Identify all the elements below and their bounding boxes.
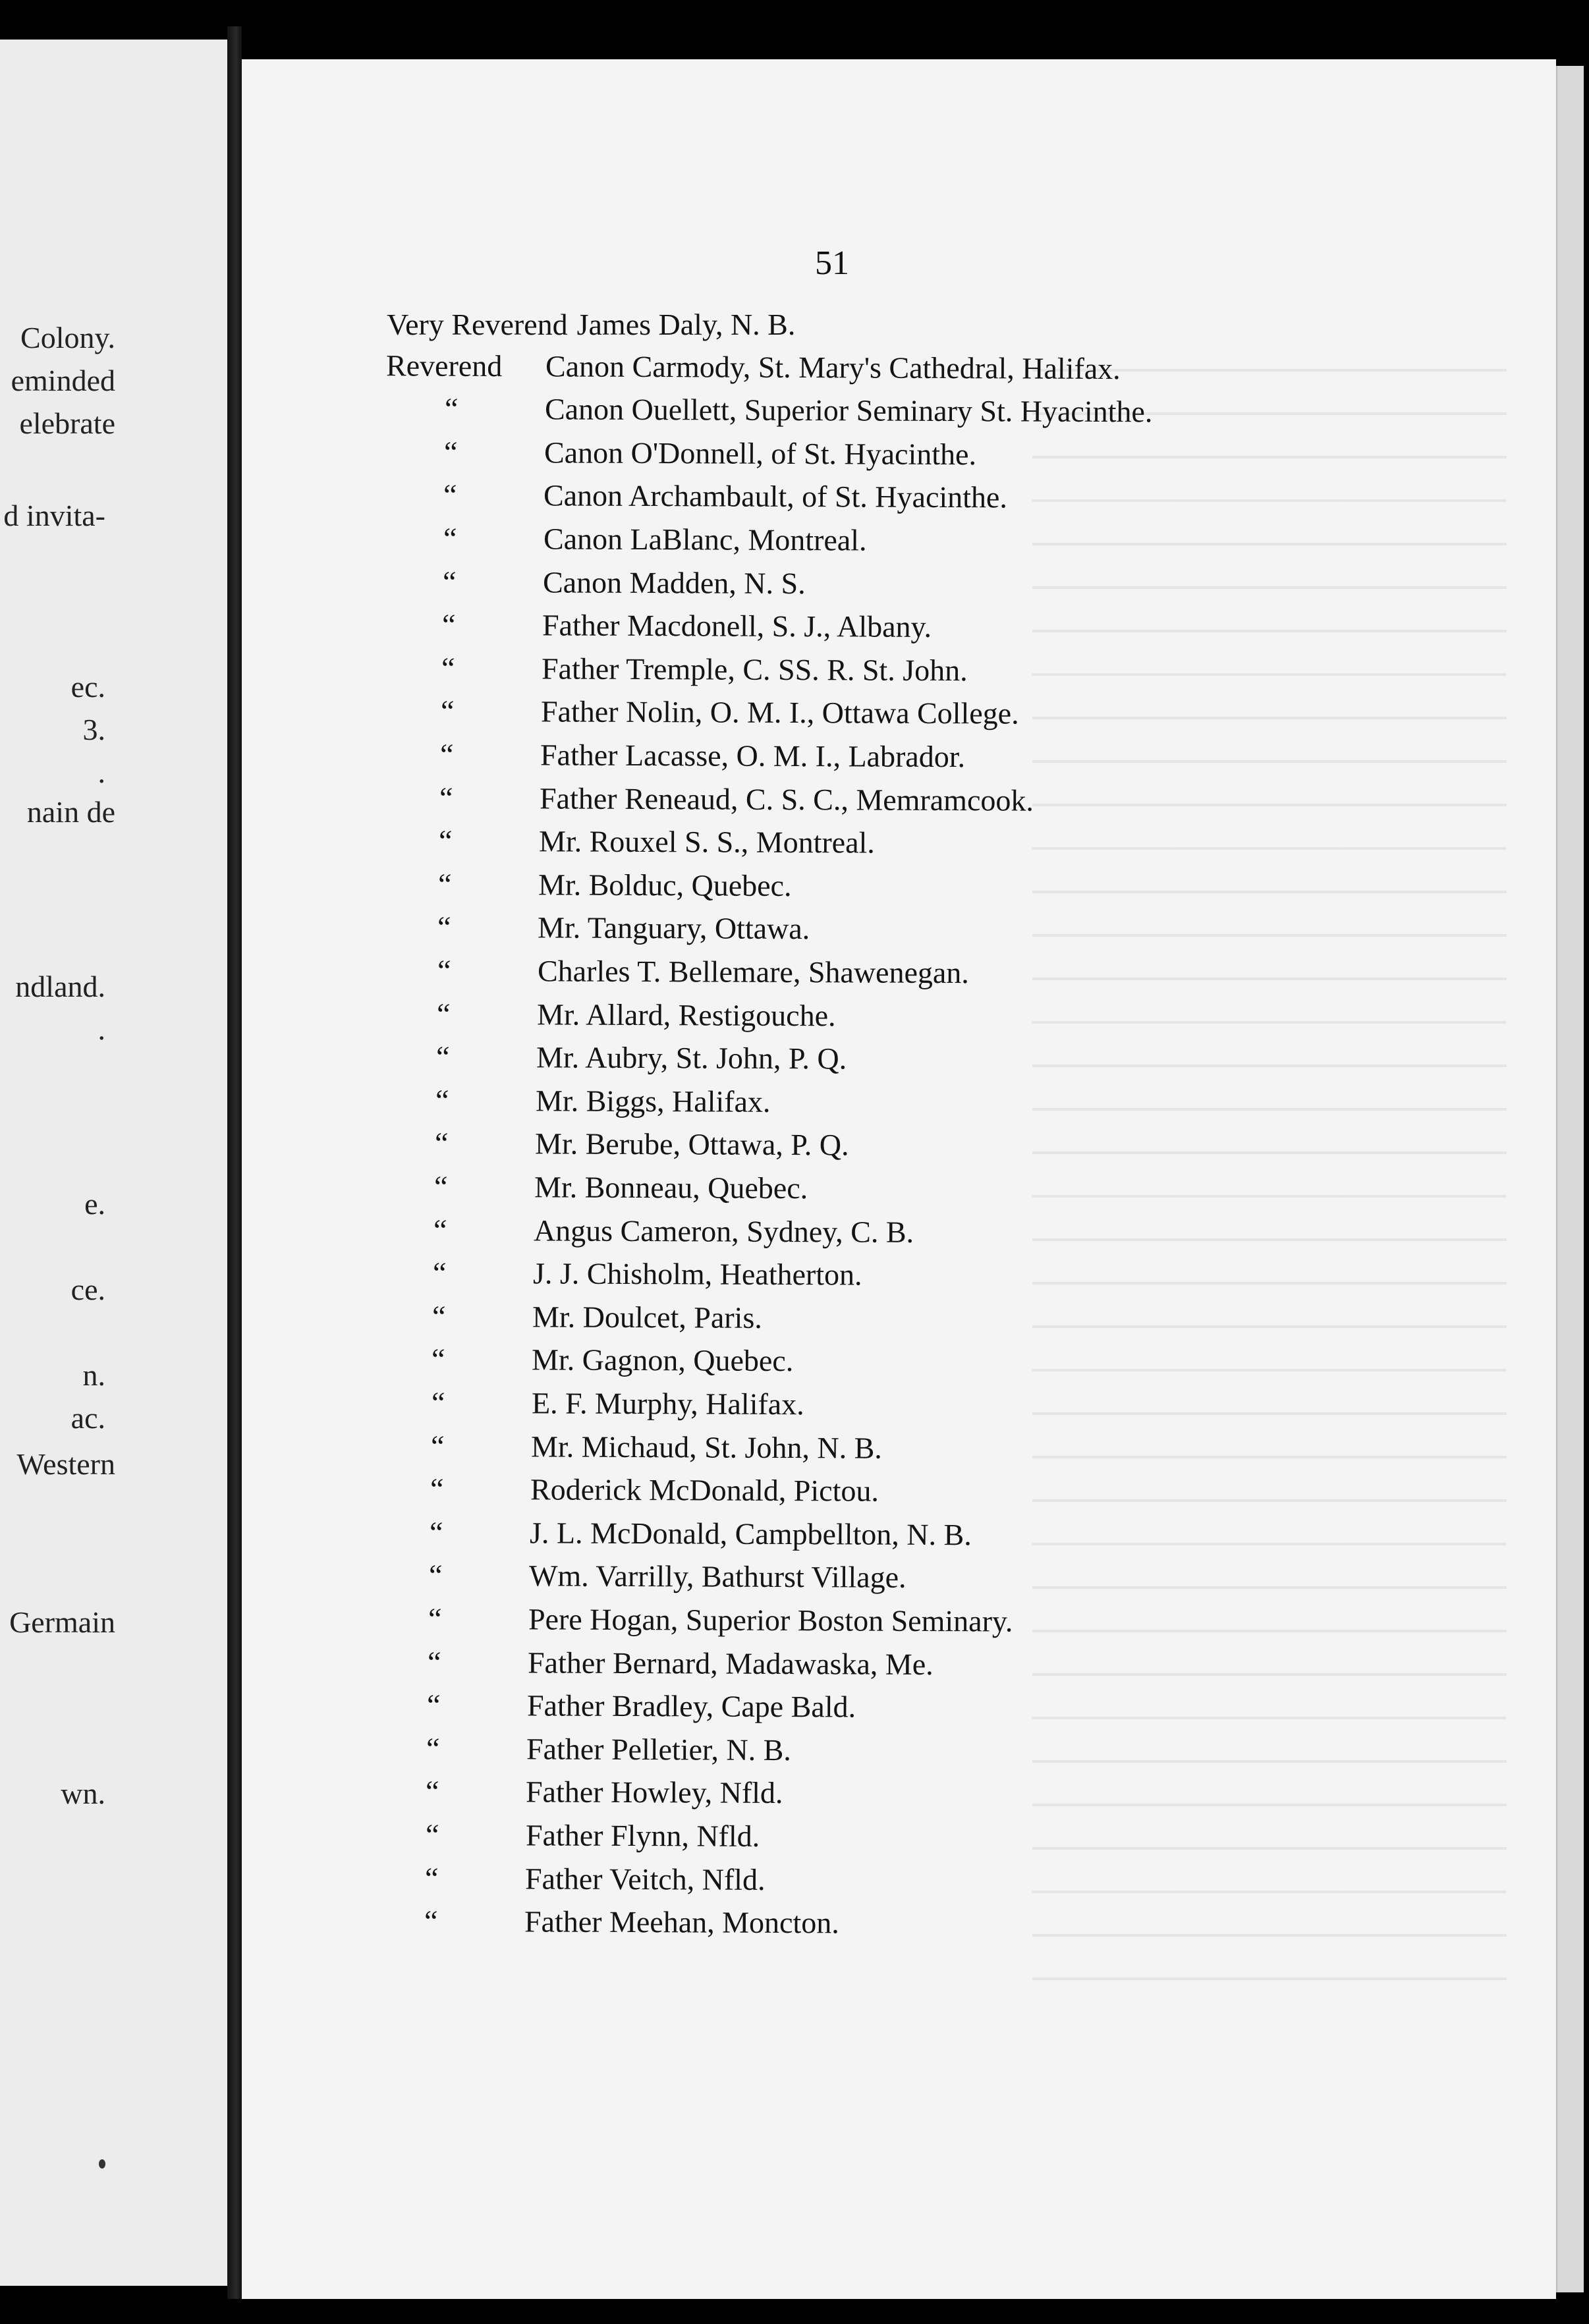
- entry-name: Canon Madden, N. S.: [542, 565, 806, 601]
- list-item: [381, 733, 1501, 781]
- ditto-mark: “: [426, 1731, 440, 1765]
- entry-name: Father Tremple, C. SS. R. St. John.: [541, 651, 968, 688]
- list-item: [366, 1769, 1486, 1817]
- facing-page-line: .: [98, 1012, 105, 1046]
- entry-name: Father Meehan, Moncton.: [524, 1904, 839, 1940]
- ditto-mark: “: [432, 1256, 447, 1290]
- list-item: [374, 1251, 1493, 1299]
- list-item: [375, 1165, 1495, 1213]
- facing-page-line: d invita-: [3, 499, 105, 532]
- entry-name: Mr. Doulcet, Paris.: [532, 1300, 762, 1335]
- entry-name: Mr. Tanguary, Ottawa.: [537, 910, 810, 946]
- entry-name: Canon LaBlanc, Montreal.: [543, 522, 867, 557]
- entry-name: James Daly, N. B.: [576, 308, 796, 341]
- facing-page: [0, 40, 227, 2286]
- facing-page-line: e.: [84, 1187, 105, 1221]
- ditto-mark: “: [424, 1861, 439, 1895]
- list-item: [368, 1683, 1488, 1731]
- book-gutter: [227, 26, 242, 2299]
- ditto-mark: “: [433, 1169, 448, 1204]
- list-item: [379, 862, 1499, 910]
- entry-name: Mr. Bonneau, Quebec.: [534, 1170, 808, 1205]
- entry-name: Father Howley, Nfld.: [525, 1775, 783, 1810]
- entry-name: Angus Cameron, Sydney, C. B.: [533, 1213, 914, 1249]
- document-page: [242, 59, 1556, 2299]
- list-item: [370, 1510, 1490, 1559]
- entry-name: Wm. Varrilly, Bathurst Village.: [528, 1559, 906, 1594]
- ditto-mark: “: [432, 1299, 446, 1333]
- entry-name: Father Reneaud, C. S. C., Memramcook.: [539, 781, 1034, 817]
- ditto-mark: “: [437, 867, 452, 901]
- entry-name: Mr. Rouxel S. S., Montreal.: [538, 824, 875, 860]
- list-item: [366, 1856, 1486, 1904]
- facing-page-line: elebrate: [19, 406, 115, 440]
- ditto-mark: “: [427, 1645, 441, 1679]
- entry-name: Mr. Biggs, Halifax.: [535, 1084, 771, 1119]
- entry-name: Canon Archambault, of St. Hyacinthe.: [543, 478, 1008, 514]
- list-item: [373, 1294, 1493, 1342]
- facing-page-line: .: [98, 756, 105, 789]
- list-item: [366, 1813, 1486, 1861]
- ditto-mark: “: [431, 1385, 445, 1420]
- entry-name: Mr. Berube, Ottawa, P. Q.: [534, 1126, 849, 1162]
- list-item: [383, 560, 1503, 608]
- list-item: [384, 516, 1504, 565]
- list-item: [385, 430, 1505, 478]
- ink-speck: [99, 2159, 105, 2169]
- list-item: [377, 992, 1497, 1040]
- list-item: [372, 1381, 1492, 1429]
- facing-page-line: ndland.: [15, 970, 105, 1003]
- list-item: [382, 646, 1502, 694]
- entry-name: Father Bradley, Cape Bald.: [526, 1688, 856, 1724]
- facing-page-line: Western: [16, 1447, 115, 1481]
- entry-name: Mr. Aubry, St. John, P. Q.: [536, 1040, 847, 1076]
- page-edge: [1556, 66, 1584, 2292]
- ditto-mark: “: [425, 1774, 439, 1808]
- list-item: [386, 344, 1506, 392]
- ditto-mark: “: [442, 565, 457, 599]
- entry-name: Father Veitch, Nfld.: [524, 1862, 766, 1896]
- ditto-mark: “: [430, 1429, 445, 1463]
- ditto-mark: “: [441, 651, 455, 685]
- list-item: [387, 303, 1507, 346]
- ditto-mark: “: [430, 1472, 444, 1506]
- list-item: [367, 1727, 1487, 1775]
- ditto-mark: “: [425, 1817, 439, 1852]
- facing-page-line: nain de: [26, 795, 115, 829]
- ditto-mark: “: [424, 1904, 438, 1938]
- entry-name: Father Flynn, Nfld.: [525, 1818, 760, 1853]
- page-number: 51: [815, 244, 849, 282]
- entry-title-prefix: Reverend: [385, 348, 503, 383]
- entry-name: Father Lacasse, O. M. I., Labrador.: [540, 738, 966, 774]
- entry-name: Mr. Gagnon, Quebec.: [531, 1342, 794, 1378]
- entry-name: E. F. Murphy, Halifax.: [531, 1386, 804, 1422]
- facing-page-line: ac.: [70, 1401, 105, 1435]
- ditto-mark: “: [439, 781, 453, 815]
- list-item: [379, 819, 1499, 867]
- list-item: [376, 1121, 1495, 1169]
- ditto-mark: “: [443, 521, 457, 555]
- ditto-mark: “: [431, 1342, 445, 1376]
- entry-name: Mr. Bolduc, Quebec.: [538, 868, 792, 903]
- ditto-mark: “: [438, 823, 453, 858]
- list-item: [380, 776, 1500, 824]
- entry-name: Canon O'Donnell, of St. Hyacinthe.: [544, 435, 977, 472]
- entry-name: Father Pelletier, N. B.: [526, 1732, 791, 1767]
- facing-page-line: Germain: [9, 1605, 115, 1639]
- entry-name: J. J. Chisholm, Heatherton.: [532, 1256, 862, 1292]
- entry-name: Canon Carmody, St. Mary's Cathedral, Halifax.: [545, 349, 1121, 386]
- entry-name: Canon Ouellett, Superior Seminary St. Hyacinthe.: [544, 392, 1153, 429]
- ditto-mark: “: [428, 1558, 443, 1592]
- list-item: [369, 1597, 1489, 1645]
- list-item: [368, 1640, 1488, 1688]
- list-item: [378, 949, 1498, 997]
- entry-title-prefix: Very Reverend: [387, 308, 568, 341]
- facing-page-line: Colony.: [20, 321, 115, 354]
- facing-page-line: n.: [82, 1358, 105, 1392]
- list-item: [378, 905, 1498, 953]
- ditto-mark: “: [434, 1126, 449, 1160]
- list-item: [365, 1899, 1485, 1947]
- facing-page-line: wn.: [61, 1777, 105, 1810]
- entry-name: Father Nolin, O. M. I., Ottawa College.: [540, 694, 1019, 731]
- facing-page-line: ce.: [70, 1273, 105, 1306]
- entry-name: Charles T. Bellemare, Shawenegan.: [537, 954, 969, 990]
- facing-page-line: 3.: [82, 713, 105, 746]
- list-item: [381, 689, 1501, 737]
- ditto-mark: “: [435, 1039, 450, 1074]
- list-item: [383, 603, 1503, 651]
- list-item: [377, 1035, 1497, 1083]
- list-item: [384, 473, 1504, 521]
- list-item: [371, 1467, 1491, 1515]
- ditto-mark: “: [426, 1688, 441, 1722]
- ditto-mark: “: [441, 607, 456, 642]
- ditto-mark: “: [429, 1515, 443, 1549]
- entry-name: Mr. Michaud, St. John, N. B.: [530, 1429, 882, 1465]
- list-item: [372, 1337, 1492, 1385]
- entry-name: Roderick McDonald, Pictou.: [530, 1472, 879, 1508]
- ditto-mark: “: [439, 737, 454, 771]
- facing-page-line: eminded: [11, 364, 115, 397]
- ditto-mark: “: [428, 1601, 442, 1636]
- ditto-mark: “: [443, 478, 457, 512]
- ditto-mark: “: [444, 391, 459, 426]
- ditto-mark: “: [433, 1213, 447, 1247]
- ditto-mark: “: [437, 953, 451, 987]
- ditto-mark: “: [436, 997, 451, 1031]
- entry-name: Father Macdonell, S. J., Albany.: [542, 608, 932, 644]
- entry-name: Pere Hogan, Superior Boston Seminary.: [528, 1602, 1013, 1638]
- ditto-mark: “: [440, 694, 455, 728]
- entry-name: J. L. McDonald, Campbellton, N. B.: [529, 1516, 972, 1552]
- ditto-mark: “: [437, 910, 451, 944]
- entry-name: Father Bernard, Madawaska, Me.: [527, 1646, 934, 1682]
- list-item: [372, 1424, 1491, 1472]
- list-item: [376, 1078, 1496, 1126]
- list-item: [374, 1208, 1494, 1256]
- list-item: [385, 387, 1505, 435]
- ditto-mark: “: [443, 435, 458, 469]
- facing-page-line: ec.: [70, 670, 105, 704]
- entry-name: Mr. Allard, Restigouche.: [536, 997, 836, 1033]
- ditto-mark: “: [435, 1083, 449, 1117]
- list-item: [370, 1553, 1490, 1601]
